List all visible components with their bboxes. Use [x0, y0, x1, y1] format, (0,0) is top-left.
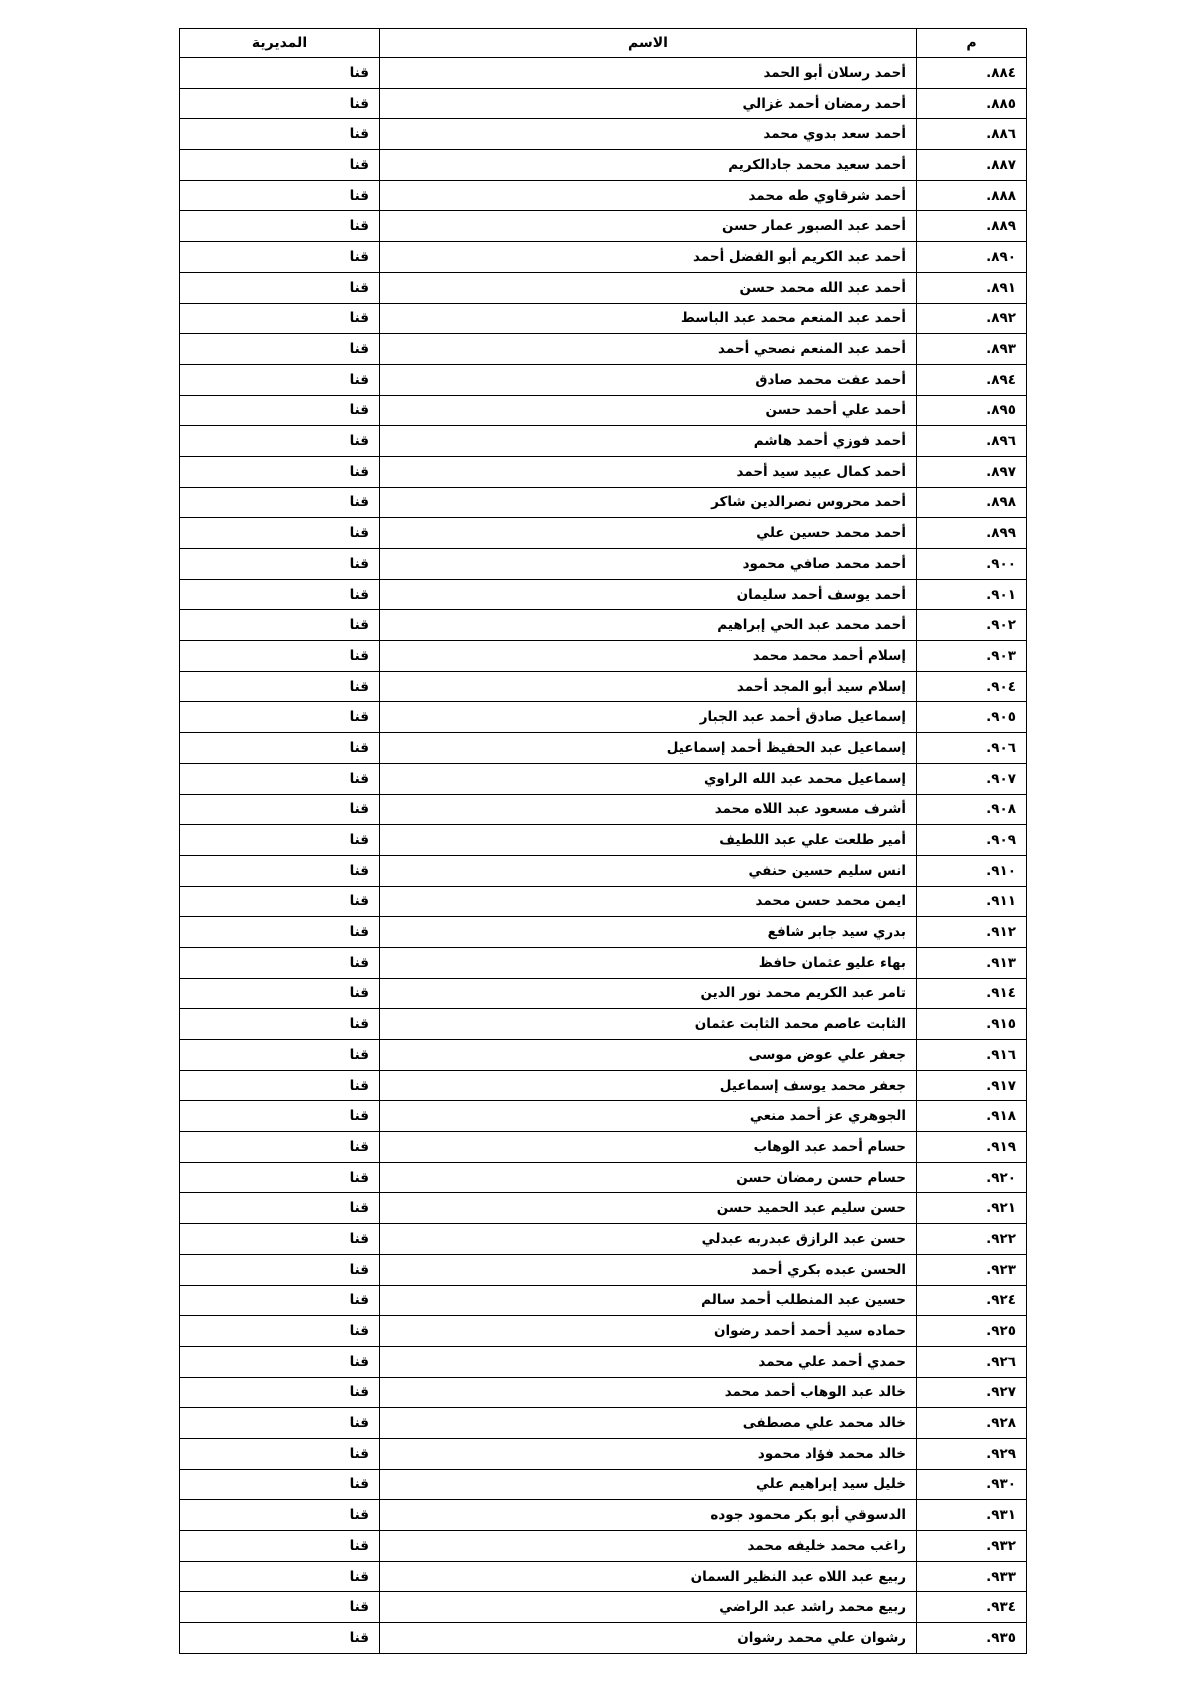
row-number: ٩٠٤. [917, 671, 1027, 702]
row-name: خالد محمد فؤاد محمود [380, 1438, 917, 1469]
row-name: أحمد فوزي أحمد هاشم [380, 426, 917, 457]
table-row [180, 1500, 1027, 1531]
row-name: حمدي أحمد علي محمد [380, 1346, 917, 1377]
row-name: خالد محمد علي مصطفى [380, 1408, 917, 1439]
row-number: ٨٩٤. [917, 364, 1027, 395]
row-name: انس سليم حسين حنفي [380, 855, 917, 886]
row-name: أحمد محمد صافي محمود [380, 549, 917, 580]
row-name: إسماعيل عبد الحفيظ أحمد إسماعيل [380, 733, 917, 764]
row-number: ٩١٨. [917, 1101, 1027, 1132]
table-row [180, 1469, 1027, 1500]
row-number: ٩٠٦. [917, 733, 1027, 764]
row-directorate: قنا [180, 1009, 380, 1040]
row-number: ٩٣١. [917, 1500, 1027, 1531]
row-directorate: قنا [180, 855, 380, 886]
row-name: حماده سيد أحمد أحمد رضوان [380, 1316, 917, 1347]
row-name: خالد عبد الوهاب أحمد محمد [380, 1377, 917, 1408]
row-directorate: قنا [180, 1254, 380, 1285]
row-name: أحمد محمد عبد الحي إبراهيم [380, 610, 917, 641]
row-number: ٩٣٣. [917, 1561, 1027, 1592]
row-directorate: قنا [180, 794, 380, 825]
row-directorate: قنا [180, 426, 380, 457]
table-row [180, 1132, 1027, 1163]
row-name: أشرف مسعود عبد اللاه محمد [380, 794, 917, 825]
row-number: ٩٢٢. [917, 1224, 1027, 1255]
row-directorate: قنا [180, 886, 380, 917]
row-directorate: قنا [180, 1561, 380, 1592]
row-number: ٩٢١. [917, 1193, 1027, 1224]
table-row [180, 1040, 1027, 1071]
row-directorate: قنا [180, 1377, 380, 1408]
row-directorate: قنا [180, 549, 380, 580]
row-name: جعفر محمد يوسف إسماعيل [380, 1070, 917, 1101]
row-directorate: قنا [180, 1224, 380, 1255]
row-name: أمير طلعت علي عبد اللطيف [380, 825, 917, 856]
table-row [180, 1438, 1027, 1469]
table-row [180, 917, 1027, 948]
table-row [180, 1316, 1027, 1347]
table-header [180, 29, 1027, 58]
row-number: ٩٢٨. [917, 1408, 1027, 1439]
row-name: الدسوقي أبو بكر محمود جوده [380, 1500, 917, 1531]
row-name: الحسن عبده بكري أحمد [380, 1254, 917, 1285]
row-directorate: قنا [180, 395, 380, 426]
table-row [180, 549, 1027, 580]
row-number: ٩٠٢. [917, 610, 1027, 641]
row-name: أحمد كمال عبيد سيد أحمد [380, 456, 917, 487]
row-directorate: قنا [180, 1040, 380, 1071]
row-directorate: قنا [180, 702, 380, 733]
table-row [180, 1561, 1027, 1592]
table-row [180, 456, 1027, 487]
table-row [180, 1009, 1027, 1040]
row-directorate: قنا [180, 825, 380, 856]
row-number: ٩٠١. [917, 579, 1027, 610]
row-name: أحمد رمضان أحمد غزالي [380, 88, 917, 119]
row-directorate: قنا [180, 58, 380, 89]
table-row [180, 947, 1027, 978]
row-name: أحمد عفت محمد صادق [380, 364, 917, 395]
table-row [180, 641, 1027, 672]
row-directorate: قنا [180, 211, 380, 242]
row-number: ٨٨٩. [917, 211, 1027, 242]
row-name: حسن سليم عبد الحميد حسن [380, 1193, 917, 1224]
row-number: ٩٣٥. [917, 1623, 1027, 1654]
row-name: حسن عبد الرازق عبدربه عبدلي [380, 1224, 917, 1255]
row-name: حسام أحمد عبد الوهاب [380, 1132, 917, 1163]
header-number: م [917, 29, 1027, 58]
table-row [180, 733, 1027, 764]
row-number: ٨٩٠. [917, 242, 1027, 273]
row-number: ٨٨٧. [917, 150, 1027, 181]
row-directorate: قنا [180, 1408, 380, 1439]
row-name: أحمد عبد المنعم نصحي أحمد [380, 334, 917, 365]
header-name: الاسم [380, 29, 917, 58]
row-directorate: قنا [180, 579, 380, 610]
table-row [180, 426, 1027, 457]
row-name: أحمد عبد المنعم محمد عبد الباسط [380, 303, 917, 334]
row-name: أحمد علي أحمد حسن [380, 395, 917, 426]
row-number: ٨٩٩. [917, 518, 1027, 549]
row-number: ٨٨٨. [917, 180, 1027, 211]
row-name: أحمد سعيد محمد جادالكريم [380, 150, 917, 181]
row-number: ٩١٣. [917, 947, 1027, 978]
row-directorate: قنا [180, 917, 380, 948]
row-number: ٩٠٥. [917, 702, 1027, 733]
row-directorate: قنا [180, 1070, 380, 1101]
row-name: أحمد شرقاوي طه محمد [380, 180, 917, 211]
row-directorate: قنا [180, 1469, 380, 1500]
table-body [180, 58, 1027, 1654]
row-directorate: قنا [180, 947, 380, 978]
table-row [180, 242, 1027, 273]
row-number: ٩١٢. [917, 917, 1027, 948]
table-row [180, 1408, 1027, 1439]
table-row [180, 518, 1027, 549]
row-number: ٩٢٩. [917, 1438, 1027, 1469]
row-number: ٨٩١. [917, 272, 1027, 303]
table-row [180, 1285, 1027, 1316]
table-row [180, 1193, 1027, 1224]
table-row [180, 978, 1027, 1009]
table-row [180, 794, 1027, 825]
table-row [180, 119, 1027, 150]
row-name: أحمد عبد الكريم أبو الفضل أحمد [380, 242, 917, 273]
table-row [180, 1377, 1027, 1408]
table-row [180, 1162, 1027, 1193]
row-name: أحمد عبد الله محمد حسن [380, 272, 917, 303]
row-number: ٩٢٣. [917, 1254, 1027, 1285]
row-name: إسماعيل محمد عبد الله الراوي [380, 763, 917, 794]
table-row [180, 211, 1027, 242]
row-number: ٩٢٤. [917, 1285, 1027, 1316]
row-name: خليل سيد إبراهيم علي [380, 1469, 917, 1500]
row-number: ٨٩٦. [917, 426, 1027, 457]
row-directorate: قنا [180, 150, 380, 181]
row-directorate: قنا [180, 1316, 380, 1347]
row-number: ٩٠٨. [917, 794, 1027, 825]
row-name: ربيع محمد راشد عبد الراضي [380, 1592, 917, 1623]
row-number: ٨٨٥. [917, 88, 1027, 119]
table-row [180, 579, 1027, 610]
row-number: ٩٣٠. [917, 1469, 1027, 1500]
row-name: حسين عبد المنطلب أحمد سالم [380, 1285, 917, 1316]
row-directorate: قنا [180, 518, 380, 549]
row-number: ٩١٧. [917, 1070, 1027, 1101]
table-row [180, 88, 1027, 119]
row-number: ٩٢٧. [917, 1377, 1027, 1408]
table-row [180, 855, 1027, 886]
row-number: ٩٣٤. [917, 1592, 1027, 1623]
header-directorate: المديرية [180, 29, 380, 58]
row-name: الجوهري عز أحمد منعي [380, 1101, 917, 1132]
row-number: ٩٠٠. [917, 549, 1027, 580]
row-directorate: قنا [180, 1193, 380, 1224]
row-number: ٨٩٧. [917, 456, 1027, 487]
table-row [180, 150, 1027, 181]
row-directorate: قنا [180, 763, 380, 794]
row-number: ٩٢٦. [917, 1346, 1027, 1377]
row-number: ٨٨٦. [917, 119, 1027, 150]
row-directorate: قنا [180, 364, 380, 395]
table-row [180, 334, 1027, 365]
row-number: ٩٠٧. [917, 763, 1027, 794]
table-row [180, 763, 1027, 794]
row-number: ٩١١. [917, 886, 1027, 917]
table-row [180, 1101, 1027, 1132]
row-name: راغب محمد خليفه محمد [380, 1531, 917, 1562]
row-name: رشوان علي محمد رشوان [380, 1623, 917, 1654]
row-number: ٩١٦. [917, 1040, 1027, 1071]
row-directorate: قنا [180, 1132, 380, 1163]
row-directorate: قنا [180, 180, 380, 211]
row-number: ٩١٥. [917, 1009, 1027, 1040]
row-number: ٩١٩. [917, 1132, 1027, 1163]
row-number: ٩٢٠. [917, 1162, 1027, 1193]
row-directorate: قنا [180, 242, 380, 273]
table-row [180, 1070, 1027, 1101]
table-row [180, 1592, 1027, 1623]
row-directorate: قنا [180, 456, 380, 487]
table-row [180, 1254, 1027, 1285]
row-name: ايمن محمد حسن محمد [380, 886, 917, 917]
row-number: ٨٩٥. [917, 395, 1027, 426]
table-row [180, 1346, 1027, 1377]
row-directorate: قنا [180, 978, 380, 1009]
row-number: ٨٩٢. [917, 303, 1027, 334]
row-name: إسلام أحمد محمد محمد [380, 641, 917, 672]
row-directorate: قنا [180, 733, 380, 764]
row-name: حسام حسن رمضان حسن [380, 1162, 917, 1193]
row-directorate: قنا [180, 641, 380, 672]
row-directorate: قنا [180, 303, 380, 334]
row-name: ربيع عبد اللاه عبد النظير السمان [380, 1561, 917, 1592]
table-row [180, 702, 1027, 733]
row-directorate: قنا [180, 1438, 380, 1469]
table-row [180, 487, 1027, 518]
row-number: ٨٩٨. [917, 487, 1027, 518]
table-row [180, 364, 1027, 395]
row-number: ٩٠٩. [917, 825, 1027, 856]
row-name: أحمد محروس نصرالدين شاكر [380, 487, 917, 518]
row-directorate: قنا [180, 1346, 380, 1377]
table-row [180, 671, 1027, 702]
row-directorate: قنا [180, 671, 380, 702]
row-name: أحمد محمد حسين علي [380, 518, 917, 549]
table-row [180, 1531, 1027, 1562]
row-name: جعفر علي عوض موسى [380, 1040, 917, 1071]
table-row [180, 610, 1027, 641]
row-directorate: قنا [180, 610, 380, 641]
table-row [180, 180, 1027, 211]
table-row [180, 303, 1027, 334]
row-directorate: قنا [180, 1101, 380, 1132]
table-row [180, 1224, 1027, 1255]
row-name: بهاء عليو عثمان حافظ [380, 947, 917, 978]
row-name: الثابت عاصم محمد الثابت عثمان [380, 1009, 917, 1040]
row-number: ٨٨٤. [917, 58, 1027, 89]
row-directorate: قنا [180, 1531, 380, 1562]
row-number: ٩٢٥. [917, 1316, 1027, 1347]
row-name: بدري سيد جابر شافع [380, 917, 917, 948]
row-directorate: قنا [180, 1592, 380, 1623]
table-row [180, 272, 1027, 303]
row-number: ٨٩٣. [917, 334, 1027, 365]
row-number: ٩١٤. [917, 978, 1027, 1009]
table-row [180, 825, 1027, 856]
row-directorate: قنا [180, 1285, 380, 1316]
row-number: ٩٣٢. [917, 1531, 1027, 1562]
row-name: إسلام سيد أبو المجد أحمد [380, 671, 917, 702]
row-directorate: قنا [180, 272, 380, 303]
table-row [180, 395, 1027, 426]
row-directorate: قنا [180, 88, 380, 119]
row-name: تامر عبد الكريم محمد نور الدين [380, 978, 917, 1009]
row-directorate: قنا [180, 1162, 380, 1193]
row-name: إسماعيل صادق أحمد عبد الجبار [380, 702, 917, 733]
row-directorate: قنا [180, 119, 380, 150]
roster-table [179, 28, 1027, 1654]
table-row [180, 58, 1027, 89]
table-row [180, 886, 1027, 917]
row-name: أحمد سعد بدوي محمد [380, 119, 917, 150]
row-name: أحمد عبد الصبور عمار حسن [380, 211, 917, 242]
row-number: ٩١٠. [917, 855, 1027, 886]
row-name: أحمد رسلان أبو الحمد [380, 58, 917, 89]
table-row [180, 1623, 1027, 1654]
row-number: ٩٠٣. [917, 641, 1027, 672]
row-directorate: قنا [180, 334, 380, 365]
row-directorate: قنا [180, 1623, 380, 1654]
row-directorate: قنا [180, 1500, 380, 1531]
header-row [180, 29, 1027, 58]
row-directorate: قنا [180, 487, 380, 518]
row-name: أحمد يوسف أحمد سليمان [380, 579, 917, 610]
